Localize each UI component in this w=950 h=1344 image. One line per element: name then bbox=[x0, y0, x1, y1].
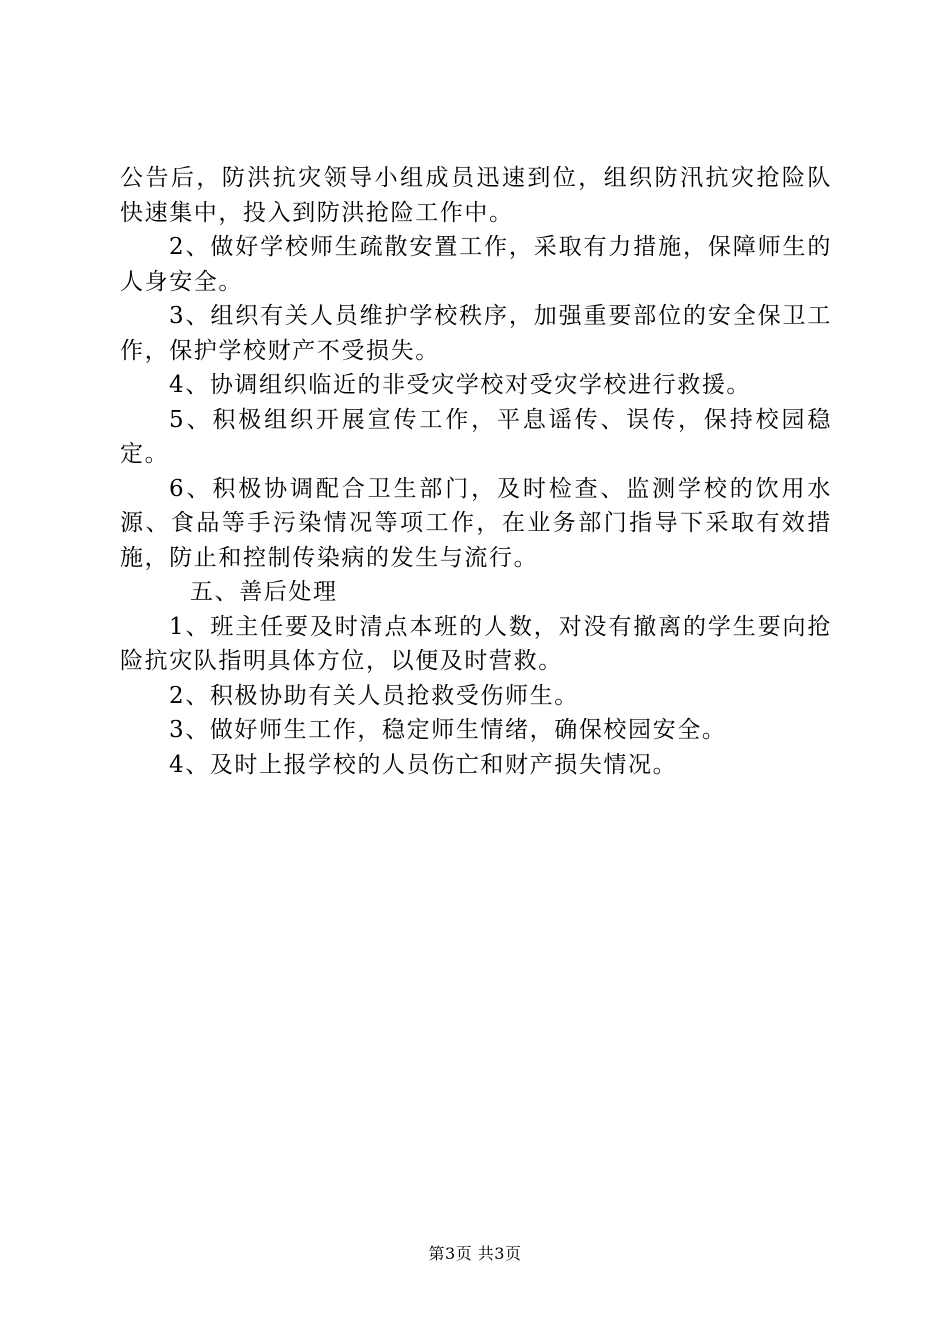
document-body bbox=[120, 161, 832, 782]
paragraph-item-6-health: 6、积极协调配合卫生部门，及时检查、监测学校的饮用水源、食品等手污染情况等项工作，在业务部门指导下采取有效措施，防止和控制传染病的发生与流行。 bbox=[120, 475, 832, 571]
paragraph-item-4-rescue: 4、协调组织临近的非受灾学校对受灾学校进行救援。 bbox=[169, 372, 752, 398]
paragraph-item-3-order: 3、组织有关人员维护学校秩序，加强重要部位的安全保卫工作，保护学校财产不受损失。 bbox=[120, 303, 832, 364]
paragraph-continuation: 公告后，防洪抗灾领导小组成员迅速到位，组织防汛抗灾抢险队快速集中，投入到防洪抢险工作中。 bbox=[120, 165, 832, 226]
paragraph-aftermath-1: 1、班主任要及时清点本班的人数，对没有撤离的学生要向抢险抗灾队指明具体方位，以便及时营救。 bbox=[120, 613, 832, 674]
paragraph-aftermath-3: 3、做好师生工作，稳定师生情绪，确保校园安全。 bbox=[169, 717, 727, 743]
page-number-footer: 第3页 共3页 bbox=[428, 1244, 522, 1263]
paragraph-aftermath-4: 4、及时上报学校的人员伤亡和财产损失情况。 bbox=[169, 751, 678, 778]
section-heading-aftermath: 五、善后处理 bbox=[190, 579, 338, 605]
paragraph-item-2-evacuation: 2、做好学校师生疏散安置工作，采取有力措施，保障师生的人身安全。 bbox=[120, 234, 832, 295]
paragraph-aftermath-2: 2、积极协助有关人员抢救受伤师生。 bbox=[169, 682, 579, 709]
paragraph-item-5-publicity: 5、积极组织开展宣传工作，平息谣传、误传，保持校园稳定。 bbox=[120, 406, 832, 467]
